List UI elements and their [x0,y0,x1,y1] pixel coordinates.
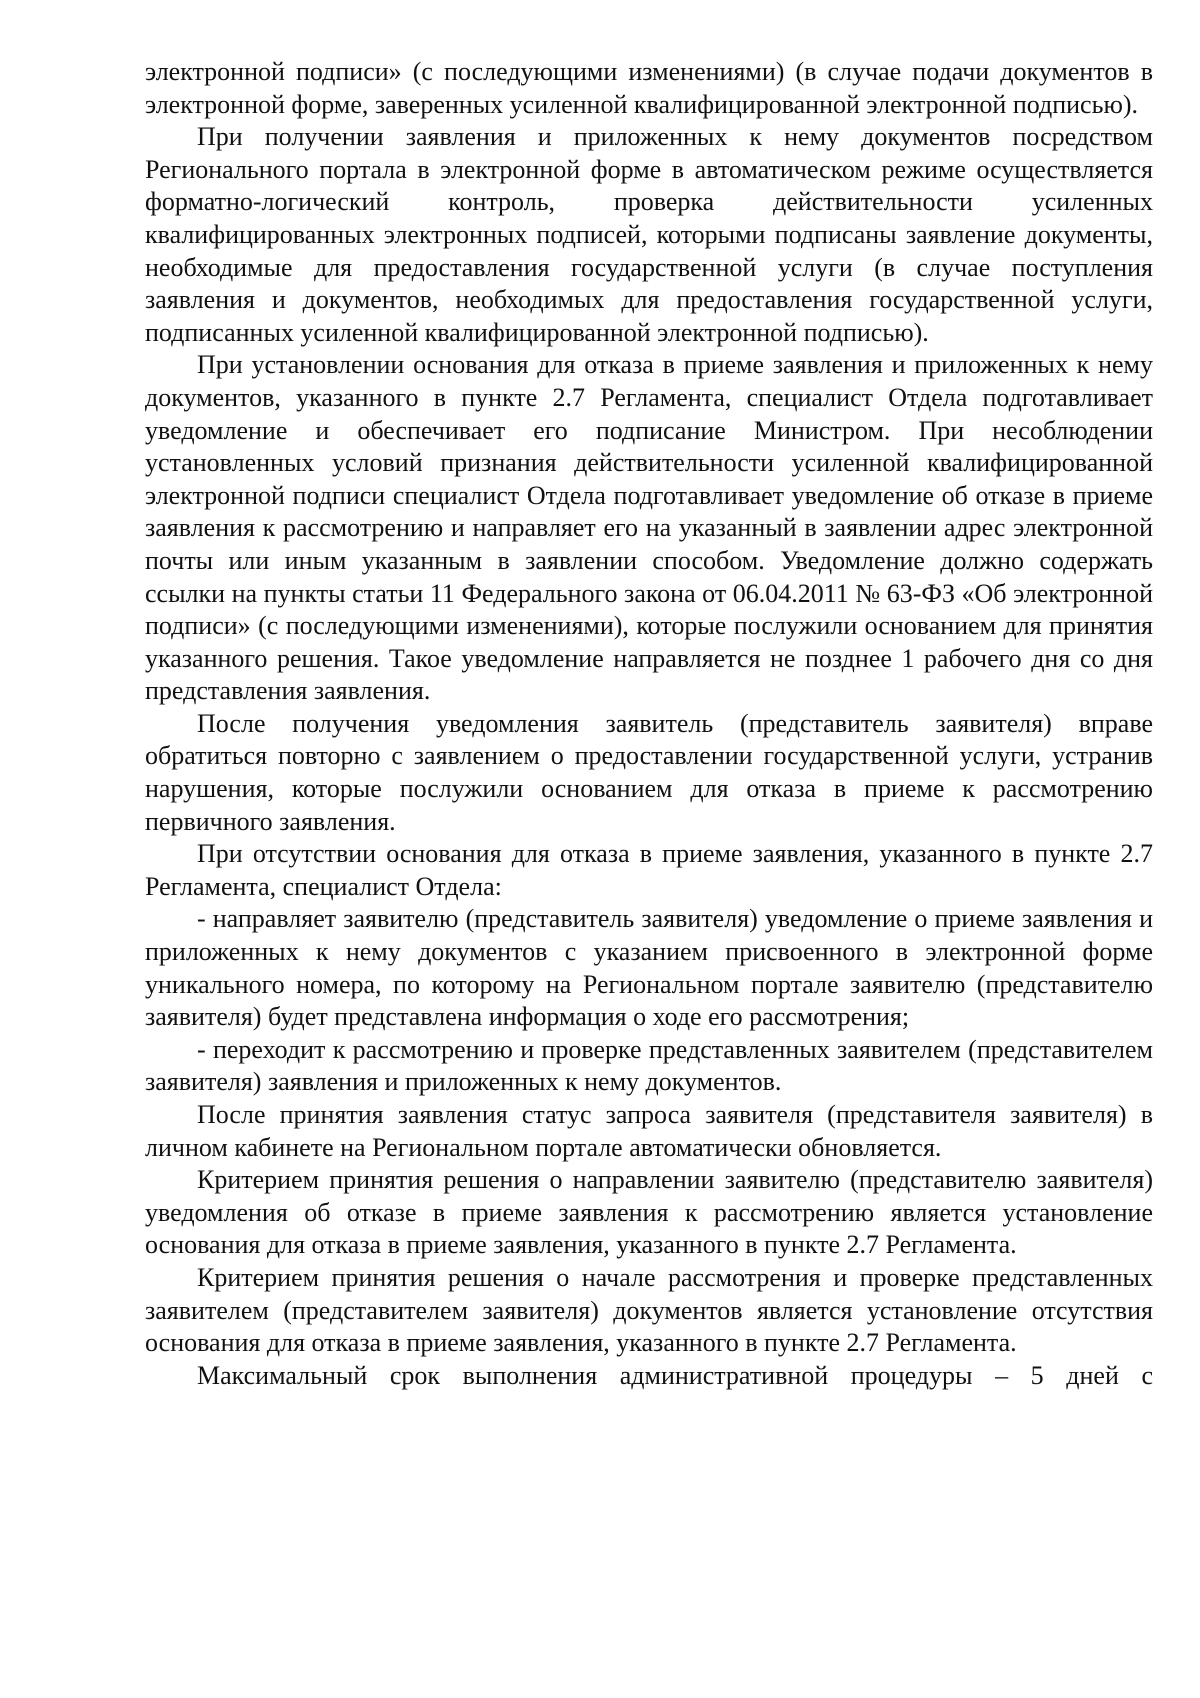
paragraph-2-portal-check: При получении заявления и приложенных к нему документов посредством Регионального портала в электронной форме в автоматическом режиме осуществляется форматно-логический контроль, проверка действительности усиленных квалифицированных электронных подписей, которыми подписаны заявление документы, необходимые для предоставления государственной услуги (в случае поступления заявления и документов, необходимых для предоставления государственной услуги, подписанных усиленной квалифицированной электронной подписью). [145,122,1153,347]
paragraph-6-status-update: После принятия заявления статус запроса заявителя (представителя заявителя) в личном кабинете на Региональном портале автоматически обновляется. [145,1100,1153,1162]
paragraph-9-max-term: Максимальный срок выполнения административной процедуры – 5 дней с [197,1360,1153,1390]
document-body [145,56,1153,1392]
paragraph-5-no-grounds: При отсутствии основания для отказа в приеме заявления, указанного в пункте 2.7 Регламента, специалист Отдела: [145,839,1153,901]
list-item-review: - переходит к рассмотрению и проверке представленных заявителем (представителем заявителя) заявления и приложенных к нему документов. [145,1034,1153,1097]
paragraph-1-continuation: электронной подписи» (с последующими изменениями) (в случае подачи документов в электронной форме, заверенных усиленной квалифицированной электронной подписью). [145,57,1153,119]
paragraph-8-review-criterion: Критерием принятия решения о начале рассмотрения и проверке представленных заявителем (представителем заявителя) документов является установление отсутствия основания для отказа в приеме заявления, указанного в пункте 2.7 Регламента. [145,1262,1153,1358]
paragraph-3-refusal-grounds: При установлении основания для отказа в приеме заявления и приложенных к нему документов, указанного в пункте 2.7 Регламента, специалист Отдела подготавливает уведомление и обеспечивает его подписание Министром. При несоблюдении установленных условий признания действительности усиленной квалифицированной электронной подписи специалист Отдела подготавливает уведомление об отказе в приеме заявления к рассмотрению и направляет его на указанный в заявлении адрес электронной почты или иным указанным в заявлении способом. Уведомление должно содержать ссылки на пункты статьи 11 Федерального закона от 06.04.2011 № 63-ФЗ «Об электронной подписи» (с последующими изменениями), которые послужили основанием для принятия указанного решения. Такое уведомление направляется не позднее 1 рабочего дня со дня представления заявления. [145,350,1153,706]
paragraph-7-refusal-criterion: Критерием принятия решения о направлении заявителю (представителю заявителя) уведомления об отказе в приеме заявления к рассмотрению является установление основания для отказа в приеме заявления, указанного в пункте 2.7 Регламента. [145,1165,1153,1260]
list-item-notification: - направляет заявителю (представитель заявителя) уведомление о приеме заявления и приложенных к нему документов с указанием присвоенного в электронной форме уникального номера, по которому на Региональном портале заявителю (представителю заявителя) будет представлена информация о ходе его рассмотрения; [145,904,1153,1032]
paragraph-4-repeat-application: После получения уведомления заявитель (представитель заявителя) вправе обратиться повторно с заявлением о предоставлении государственной услуги, устранив нарушения, которые послужили основанием для отказа в приеме к рассмотрению первичного заявления. [145,708,1153,836]
